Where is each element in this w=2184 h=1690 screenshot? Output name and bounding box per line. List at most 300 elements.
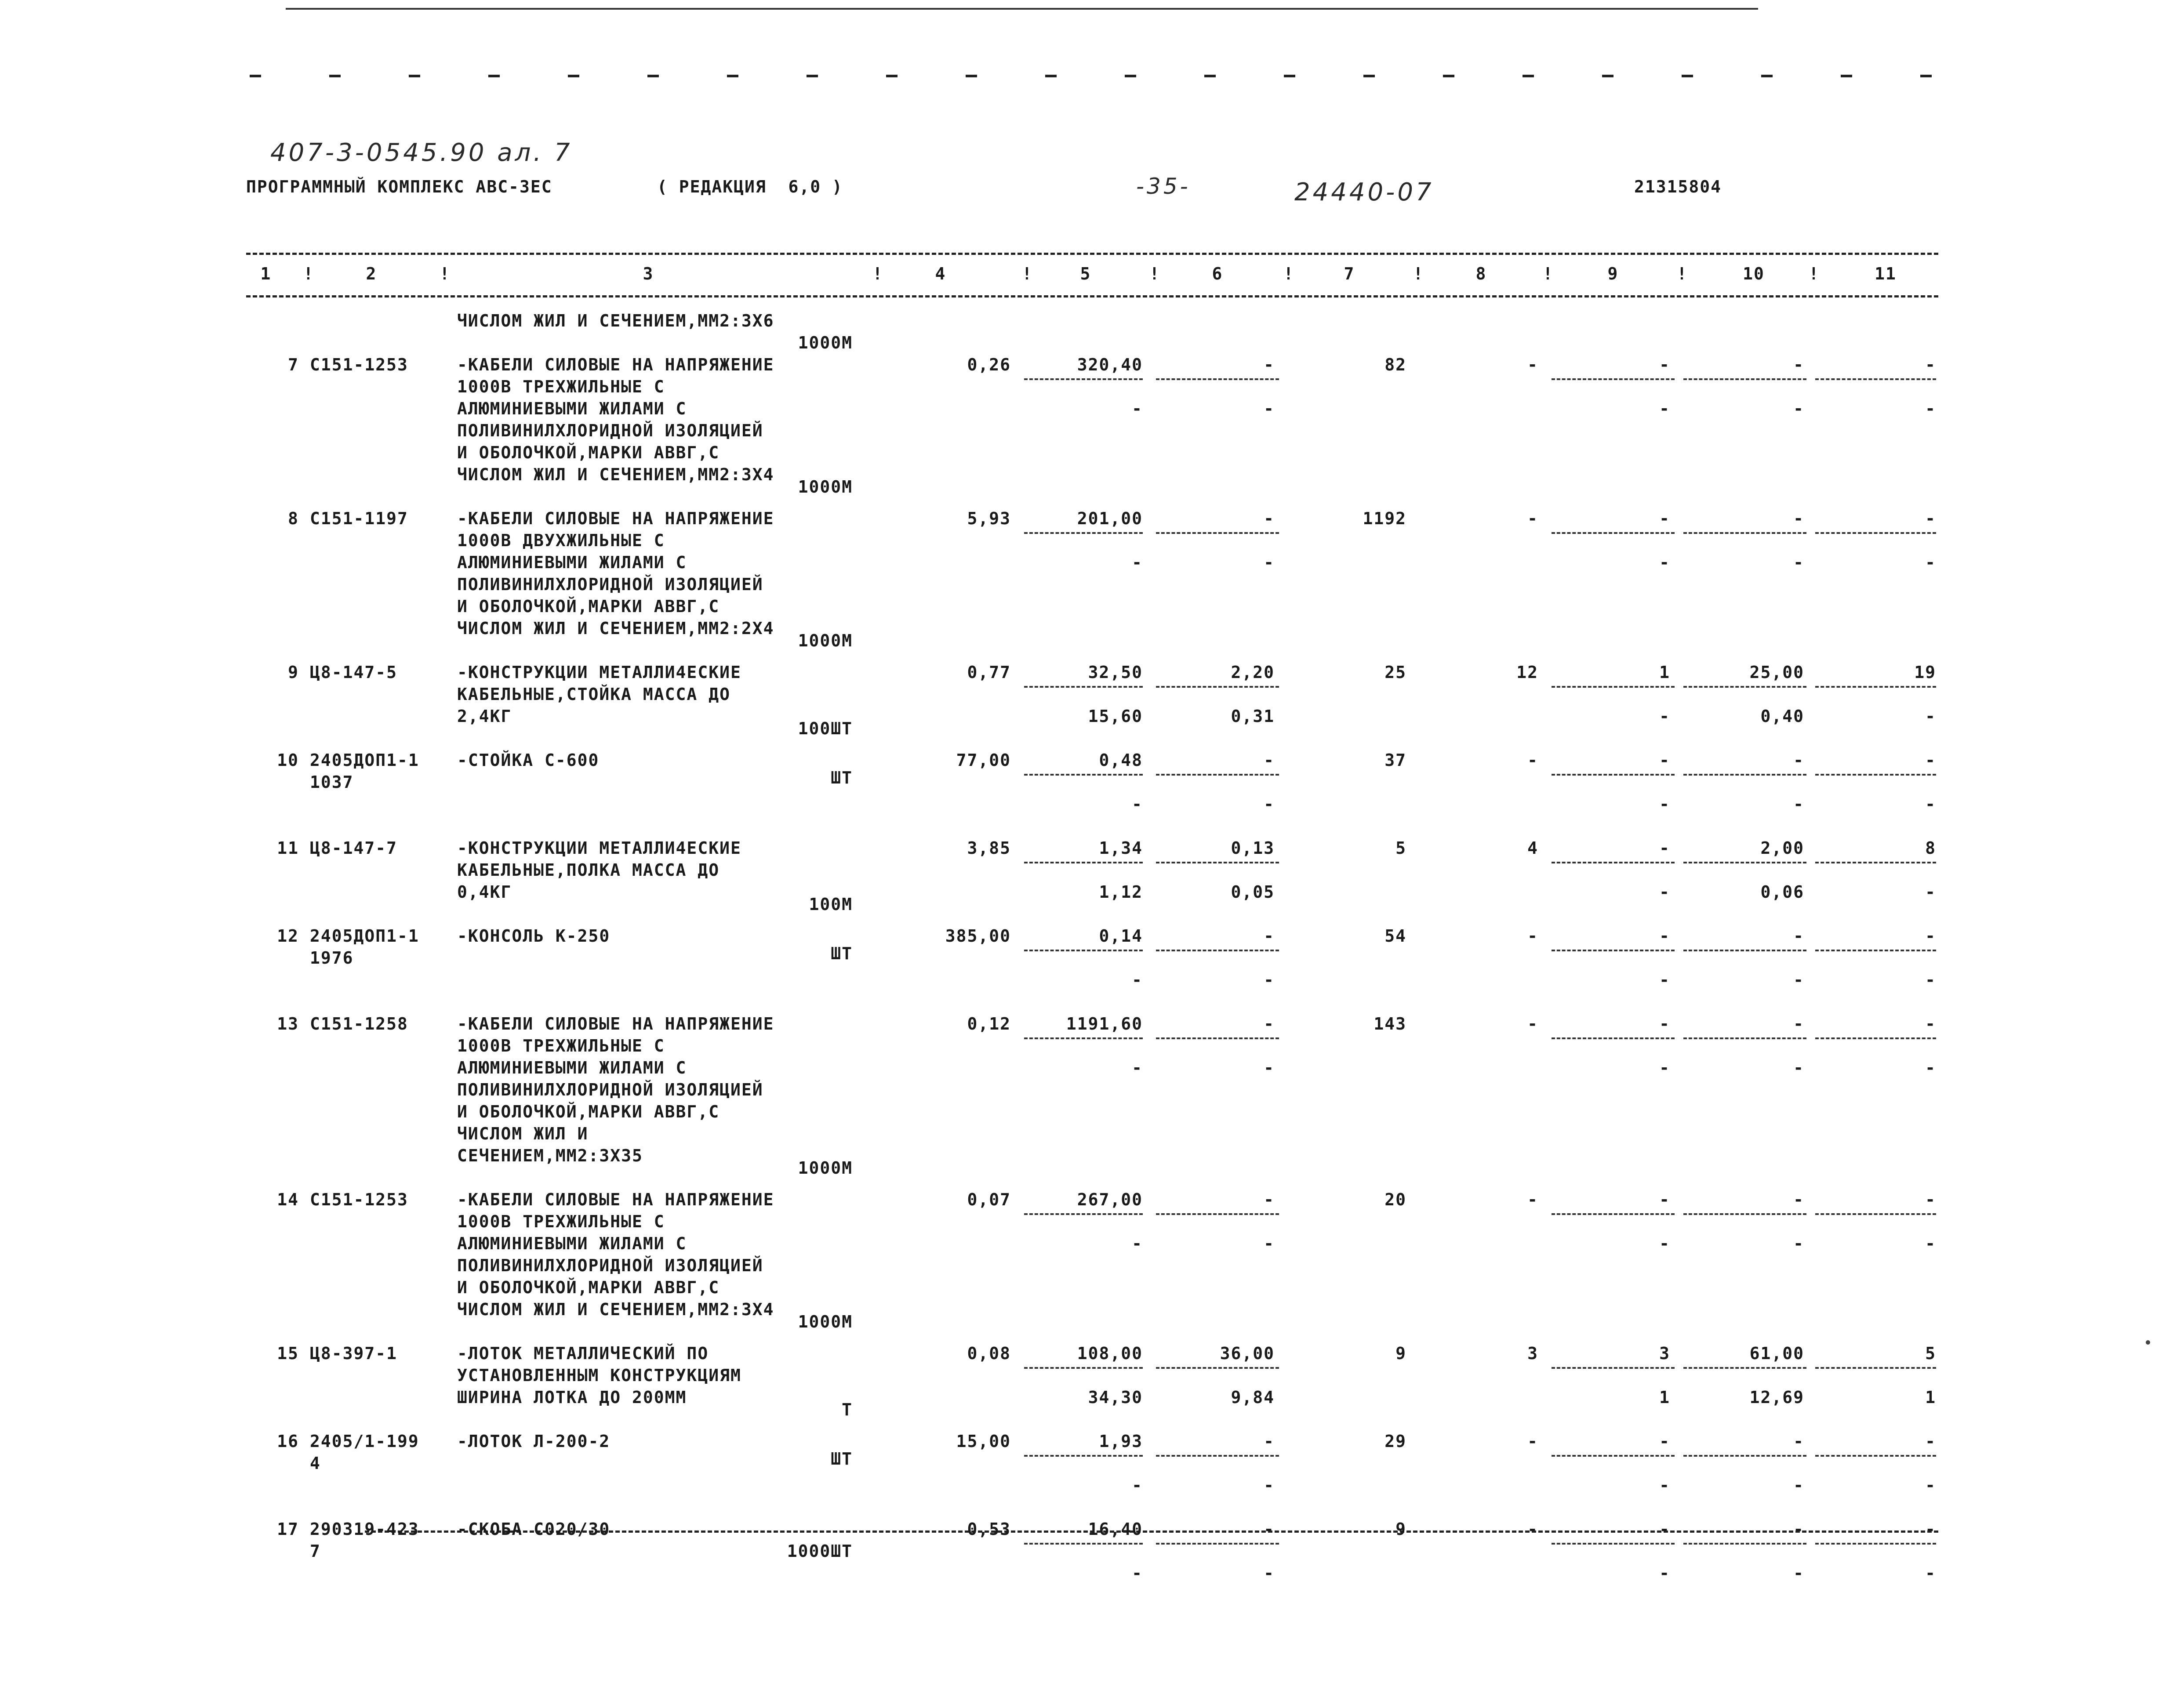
row-code: С151-1253 — [310, 355, 408, 374]
cell-divider-rule — [1815, 1037, 1936, 1039]
cell-col-5: 320,40 — [1077, 355, 1143, 374]
column-separator: ! — [1283, 264, 1294, 283]
cell-col-4: 0,53 — [967, 1520, 1011, 1539]
header-bottom-rule — [246, 295, 1938, 297]
cell-col-5: 1,93 — [1099, 1432, 1143, 1451]
cell-col-5-lower: - — [1132, 970, 1143, 990]
row-description-line: ЧИСЛОМ ЖИЛ И — [457, 1124, 589, 1143]
cell-col-9: - — [1659, 1190, 1670, 1209]
row-code: С151-1253 — [310, 1190, 408, 1209]
cell-col-10-lower: 0,06 — [1760, 882, 1804, 902]
row-code: Ц8-147-7 — [310, 838, 398, 858]
cell-col-6-lower: - — [1264, 1058, 1275, 1077]
cell-col-11-lower: - — [1925, 794, 1936, 814]
cell-col-4: 0,08 — [967, 1344, 1011, 1363]
column-separator: ! — [1413, 264, 1424, 283]
column-header-8: 8 — [1475, 264, 1487, 283]
top-dash-mark — [1841, 75, 1852, 77]
cell-divider-rule — [1683, 378, 1806, 380]
handwritten-doc-number: 24440-07 — [1294, 178, 1434, 207]
cell-divider-rule — [1156, 862, 1279, 863]
cell-col-10-lower: - — [1793, 970, 1804, 990]
row-description-line: ПОЛИВИНИЛХЛОРИДНОЙ ИЗОЛЯЦИЕЙ — [457, 1080, 763, 1099]
cell-col-9-lower: - — [1659, 1058, 1670, 1077]
cell-divider-rule — [1552, 1367, 1675, 1369]
row-description-line: ШИРИНА ЛОТКА ДО 200ММ — [457, 1388, 687, 1407]
cell-col-5-lower: 15,60 — [1088, 707, 1143, 726]
cell-col-9: - — [1659, 1014, 1670, 1034]
cell-col-7: 9 — [1395, 1344, 1406, 1363]
cell-col-11-lower: - — [1925, 399, 1936, 418]
cell-col-10-lower: - — [1793, 1234, 1804, 1253]
row-code: 1976 — [310, 948, 354, 968]
cell-divider-rule — [1815, 774, 1936, 776]
row-unit: 100М — [809, 895, 853, 914]
row-description-line: -КОНСТРУКЦИИ МЕТАЛЛИ4ЕСКИЕ — [457, 663, 741, 682]
row-description-line: КАБЕЛЬНЫЕ,СТОЙКА МАССА ДО — [457, 685, 730, 704]
cell-col-4: 15,00 — [956, 1432, 1011, 1451]
row-description-line: СЕЧЕНИЕМ,ММ2:3Х35 — [457, 1146, 643, 1165]
cell-col-6: - — [1264, 751, 1275, 770]
program-edition: ( РЕДАКЦИЯ 6,0 ) — [657, 177, 843, 196]
cell-col-9: - — [1659, 1520, 1670, 1539]
row-description-line: УСТАНОВЛЕННЫМ КОНСТРУКЦИЯМ — [457, 1366, 741, 1385]
cell-col-11: - — [1925, 1520, 1936, 1539]
cell-col-7: 9 — [1395, 1520, 1406, 1539]
top-dash-mark — [1204, 75, 1216, 77]
cell-col-11: - — [1925, 751, 1936, 770]
cell-col-11-lower: - — [1925, 1058, 1936, 1077]
cell-col-8: - — [1527, 926, 1538, 946]
cell-divider-rule — [1815, 1455, 1936, 1457]
cell-col-9-lower: - — [1659, 1476, 1670, 1495]
cell-divider-rule — [1552, 1543, 1675, 1545]
cell-col-6-lower: 9,84 — [1231, 1388, 1275, 1407]
cell-col-10: - — [1793, 1190, 1804, 1209]
cell-col-8: - — [1527, 1432, 1538, 1451]
cell-col-6: - — [1264, 1014, 1275, 1034]
cell-divider-rule — [1815, 1367, 1936, 1369]
cell-divider-rule — [1156, 1543, 1279, 1545]
row-unit: 100ШТ — [798, 719, 853, 738]
cell-col-5: 267,00 — [1077, 1190, 1143, 1209]
column-header-5: 5 — [1080, 264, 1091, 283]
cell-col-7: 54 — [1385, 926, 1406, 946]
cell-col-5: 16,40 — [1088, 1520, 1143, 1539]
row-description-line: ПОЛИВИНИЛХЛОРИДНОЙ ИЗОЛЯЦИЕЙ — [457, 1256, 763, 1275]
cell-divider-rule — [1815, 862, 1936, 863]
cell-divider-rule — [1024, 1037, 1143, 1039]
cell-col-7: 5 — [1395, 838, 1406, 858]
cell-col-11: - — [1925, 926, 1936, 946]
cell-divider-rule — [1815, 532, 1936, 534]
row-code: 4 — [310, 1454, 321, 1473]
row-description-line: 2,4КГ — [457, 707, 512, 726]
program-code: 21315804 — [1634, 177, 1722, 196]
column-separator: ! — [1677, 264, 1688, 283]
cell-col-10: - — [1793, 1014, 1804, 1034]
cell-col-11-lower: - — [1925, 1234, 1936, 1253]
top-dash-mark — [727, 75, 738, 77]
cell-col-4: 3,85 — [967, 838, 1011, 858]
row-unit: ШТ — [831, 768, 853, 787]
cell-col-4: 5,93 — [967, 509, 1011, 528]
cell-col-5-lower: - — [1132, 1476, 1143, 1495]
column-header-4: 4 — [935, 264, 946, 283]
cell-divider-rule — [1683, 774, 1806, 776]
cell-divider-rule — [1683, 1455, 1806, 1457]
row-description-line: КАБЕЛЬНЫЕ,ПОЛКА МАССА ДО — [457, 860, 720, 880]
top-dash-mark — [329, 75, 341, 77]
cell-col-9-lower: 1 — [1659, 1388, 1670, 1407]
row-description-line: -ЛОТОК МЕТАЛЛИЧЕСКИЙ ПО — [457, 1344, 709, 1363]
cell-col-11: 5 — [1925, 1344, 1936, 1363]
cell-col-5: 1191,60 — [1066, 1014, 1143, 1034]
row-code: 2405ДОП1-1 — [310, 926, 419, 946]
cell-divider-rule — [1552, 950, 1675, 951]
cell-col-6-lower: - — [1264, 970, 1275, 990]
column-header-3: 3 — [643, 264, 654, 283]
row-description-line: И ОБОЛОЧКОЙ,МАРКИ АВВГ,С — [457, 443, 720, 462]
cell-col-7: 20 — [1385, 1190, 1406, 1209]
row-number: 16 — [277, 1432, 299, 1451]
cell-col-10: - — [1793, 751, 1804, 770]
cell-divider-rule — [1156, 686, 1279, 688]
cell-col-7: 143 — [1374, 1014, 1406, 1034]
cell-divider-rule — [1156, 1367, 1279, 1369]
cell-col-4: 385,00 — [945, 926, 1011, 946]
column-separator: ! — [303, 264, 314, 283]
row-code: Ц8-147-5 — [310, 663, 398, 682]
cell-col-7: 25 — [1385, 663, 1406, 682]
row-code: С151-1197 — [310, 509, 408, 528]
row-unit: 1000М — [798, 1312, 853, 1331]
top-dash-mark — [1045, 75, 1057, 77]
top-dash-mark — [1523, 75, 1534, 77]
cell-col-11: - — [1925, 1014, 1936, 1034]
cell-col-10: - — [1793, 509, 1804, 528]
row-unit: ШТ — [831, 1449, 853, 1469]
row-unit: 1000ШТ — [787, 1541, 853, 1561]
cell-col-9: - — [1659, 838, 1670, 858]
column-header-2: 2 — [366, 264, 377, 283]
row-code: 290319-423 — [310, 1520, 419, 1539]
cell-col-4: 0,07 — [967, 1190, 1011, 1209]
top-dash-mark — [250, 75, 261, 77]
cell-col-9-lower: - — [1659, 1234, 1670, 1253]
row-description-line: 1000В ДВУХЖИЛЬНЫЕ С — [457, 531, 665, 550]
top-dash-mark — [1443, 75, 1454, 77]
cell-col-10-lower: - — [1793, 1476, 1804, 1495]
cell-divider-rule — [1024, 532, 1143, 534]
row-description-line: И ОБОЛОЧКОЙ,МАРКИ АВВГ,С — [457, 1102, 720, 1121]
header-top-rule — [246, 253, 1938, 255]
cell-col-9-lower: - — [1659, 399, 1670, 418]
cell-col-5-lower: - — [1132, 399, 1143, 418]
cell-col-6: - — [1264, 1520, 1275, 1539]
cell-col-10: 61,00 — [1749, 1344, 1804, 1363]
cell-divider-rule — [1024, 1455, 1143, 1457]
cell-col-9: - — [1659, 751, 1670, 770]
cell-col-9: - — [1659, 355, 1670, 374]
row-description-line: ЧИСЛОМ ЖИЛ И СЕЧЕНИЕМ,ММ2:3Х6 — [457, 311, 774, 330]
cell-divider-rule — [1552, 1213, 1675, 1215]
program-title: ПРОГРАММНЫЙ КОМПЛЕКС АВС-3ЕС — [246, 177, 552, 196]
row-description-line: 0,4КГ — [457, 882, 512, 902]
column-separator: ! — [1809, 264, 1820, 283]
row-number: 12 — [277, 926, 299, 946]
cell-col-8: - — [1527, 751, 1538, 770]
row-description-line: -ЛОТОК Л-200-2 — [457, 1432, 611, 1451]
cell-col-9: 1 — [1659, 663, 1670, 682]
top-dash-mark — [1920, 75, 1932, 77]
cell-col-11-lower: - — [1925, 970, 1936, 990]
column-header-7: 7 — [1344, 264, 1355, 283]
row-unit: 1000М — [798, 333, 853, 352]
cell-col-4: 77,00 — [956, 751, 1011, 770]
cell-divider-rule — [1024, 1367, 1143, 1369]
row-number: 10 — [277, 751, 299, 770]
cell-col-5: 0,48 — [1099, 751, 1143, 770]
cell-col-6: - — [1264, 926, 1275, 946]
cell-col-11: - — [1925, 1190, 1936, 1209]
row-description-line: -КАБЕЛИ СИЛОВЫЕ НА НАПРЯЖЕНИЕ — [457, 1014, 774, 1034]
cell-col-5-lower: - — [1132, 553, 1143, 572]
cell-col-9-lower: - — [1659, 707, 1670, 726]
cell-col-6-lower: - — [1264, 794, 1275, 814]
cell-col-11: - — [1925, 355, 1936, 374]
cell-col-8: 4 — [1527, 838, 1538, 858]
row-description-line: И ОБОЛОЧКОЙ,МАРКИ АВВГ,С — [457, 1278, 720, 1297]
cell-divider-rule — [1156, 1037, 1279, 1039]
cell-col-5: 201,00 — [1077, 509, 1143, 528]
row-number: 11 — [277, 838, 299, 858]
cell-divider-rule — [1815, 950, 1936, 951]
cell-col-9-lower: - — [1659, 1563, 1670, 1583]
cell-divider-rule — [1683, 1367, 1806, 1369]
top-dash-mark — [1284, 75, 1295, 77]
top-dash-mark — [1602, 75, 1613, 77]
cell-divider-rule — [1815, 378, 1936, 380]
cell-col-4: 0,12 — [967, 1014, 1011, 1034]
cell-col-7: 29 — [1385, 1432, 1406, 1451]
row-unit: 1000М — [798, 1158, 853, 1178]
cell-col-5-lower: - — [1132, 1563, 1143, 1583]
row-description-line: -КАБЕЛИ СИЛОВЫЕ НА НАПРЯЖЕНИЕ — [457, 355, 774, 374]
cell-col-6: 0,13 — [1231, 838, 1275, 858]
cell-col-5: 108,00 — [1077, 1344, 1143, 1363]
row-description-line: И ОБОЛОЧКОЙ,МАРКИ АВВГ,С — [457, 597, 720, 616]
cell-divider-rule — [1683, 1037, 1806, 1039]
cell-col-11-lower: - — [1925, 553, 1936, 572]
handwritten-doc-code: 407-3-0545.90 ал. 7 — [270, 138, 573, 167]
column-separator: ! — [1022, 264, 1033, 283]
column-header-6: 6 — [1212, 264, 1223, 283]
column-separator: ! — [1149, 264, 1160, 283]
cell-col-10: - — [1793, 1432, 1804, 1451]
cell-divider-rule — [1156, 774, 1279, 776]
cell-col-10: - — [1793, 1520, 1804, 1539]
cell-divider-rule — [1683, 1543, 1806, 1545]
top-dash-mark — [488, 75, 500, 77]
cell-col-10-lower: - — [1793, 1563, 1804, 1583]
top-dash-mark — [1363, 75, 1375, 77]
cell-col-9-lower: - — [1659, 970, 1670, 990]
cell-col-9-lower: - — [1659, 553, 1670, 572]
cell-col-11: 8 — [1925, 838, 1936, 858]
cell-divider-rule — [1024, 862, 1143, 863]
cell-divider-rule — [1815, 686, 1936, 688]
cell-divider-rule — [1552, 532, 1675, 534]
cell-col-10-lower: 12,69 — [1749, 1388, 1804, 1407]
cell-col-10: - — [1793, 355, 1804, 374]
cell-col-5-lower: 34,30 — [1088, 1388, 1143, 1407]
cell-divider-rule — [1552, 862, 1675, 863]
row-description-line: ЧИСЛОМ ЖИЛ И СЕЧЕНИЕМ,ММ2:3Х4 — [457, 465, 774, 484]
row-unit: 1000М — [798, 477, 853, 497]
cell-col-11-lower: - — [1925, 1563, 1936, 1583]
row-description-line: -СКОБА С020/30 — [457, 1520, 611, 1539]
row-code: 1037 — [310, 772, 354, 792]
row-description-line: -КАБЕЛИ СИЛОВЫЕ НА НАПРЯЖЕНИЕ — [457, 1190, 774, 1209]
cell-col-6: - — [1264, 509, 1275, 528]
cell-col-10-lower: - — [1793, 399, 1804, 418]
cell-divider-rule — [1024, 950, 1143, 951]
row-number: 17 — [277, 1520, 299, 1539]
cell-col-11-lower: - — [1925, 882, 1936, 902]
cell-col-6-lower: - — [1264, 1563, 1275, 1583]
cell-col-4: 0,26 — [967, 355, 1011, 374]
top-dash-mark — [807, 75, 818, 77]
row-description-line: 1000В ТРЕХЖИЛЬНЫЕ С — [457, 1036, 665, 1055]
cell-divider-rule — [1156, 532, 1279, 534]
cell-col-6-lower: - — [1264, 553, 1275, 572]
cell-col-10-lower: 0,40 — [1760, 707, 1804, 726]
handwritten-sheet-number: -35- — [1136, 174, 1191, 199]
cell-divider-rule — [1683, 686, 1806, 688]
column-separator: ! — [440, 264, 451, 283]
cell-col-11-lower: 1 — [1925, 1388, 1936, 1407]
cell-col-11-lower: - — [1925, 707, 1936, 726]
row-unit: ШТ — [831, 944, 853, 963]
cell-col-11: 19 — [1914, 663, 1936, 682]
cell-col-7: 82 — [1385, 355, 1406, 374]
row-number: 7 — [288, 355, 299, 374]
cell-divider-rule — [1683, 862, 1806, 863]
row-description-line: ПОЛИВИНИЛХЛОРИДНОЙ ИЗОЛЯЦИЕЙ — [457, 421, 763, 440]
cell-col-6-lower: - — [1264, 1476, 1275, 1495]
top-dash-mark — [647, 75, 659, 77]
row-description-line: 1000В ТРЕХЖИЛЬНЫЕ С — [457, 1212, 665, 1231]
top-dash-mark — [409, 75, 420, 77]
cell-divider-rule — [1552, 378, 1675, 380]
cell-col-10-lower: - — [1793, 1058, 1804, 1077]
cell-divider-rule — [1552, 1037, 1675, 1039]
cell-divider-rule — [1024, 1543, 1143, 1545]
cell-divider-rule — [1156, 1455, 1279, 1457]
cell-col-4: 0,77 — [967, 663, 1011, 682]
cell-col-9-lower: - — [1659, 882, 1670, 902]
column-separator: ! — [1543, 264, 1554, 283]
top-dash-mark — [1682, 75, 1693, 77]
cell-divider-rule — [1683, 532, 1806, 534]
cell-col-10: 2,00 — [1760, 838, 1804, 858]
column-header-1: 1 — [260, 264, 272, 283]
cell-col-9: - — [1659, 926, 1670, 946]
column-header-11: 11 — [1875, 264, 1897, 283]
cell-divider-rule — [1815, 1543, 1936, 1545]
cell-col-8: 12 — [1516, 663, 1538, 682]
cell-col-11-lower: - — [1925, 1476, 1936, 1495]
row-number: 13 — [277, 1014, 299, 1034]
row-description-line: АЛЮМИНИЕВЫМИ ЖИЛАМИ С — [457, 1058, 687, 1077]
row-description-line: АЛЮМИНИЕВЫМИ ЖИЛАМИ С — [457, 553, 687, 572]
row-description-line: ЧИСЛОМ ЖИЛ И СЕЧЕНИЕМ,ММ2:3Х4 — [457, 1300, 774, 1319]
cell-col-5: 0,14 — [1099, 926, 1143, 946]
cell-col-8: - — [1527, 355, 1538, 374]
cell-divider-rule — [1156, 1213, 1279, 1215]
cell-col-8: - — [1527, 1014, 1538, 1034]
row-description-line: ПОЛИВИНИЛХЛОРИДНОЙ ИЗОЛЯЦИЕЙ — [457, 575, 763, 594]
column-header-9: 9 — [1607, 264, 1619, 283]
row-code: С151-1258 — [310, 1014, 408, 1034]
cell-col-7: 1192 — [1363, 509, 1406, 528]
top-dash-mark — [886, 75, 898, 77]
scan-speck — [2146, 1340, 2150, 1345]
row-number: 15 — [277, 1344, 299, 1363]
cell-col-9-lower: - — [1659, 794, 1670, 814]
cell-col-5: 1,34 — [1099, 838, 1143, 858]
cell-divider-rule — [1552, 774, 1675, 776]
cell-col-5-lower: - — [1132, 1058, 1143, 1077]
row-code: 2405ДОП1-1 — [310, 751, 419, 770]
cell-divider-rule — [1683, 1213, 1806, 1215]
row-description-line: 1000В ТРЕХЖИЛЬНЫЕ С — [457, 377, 665, 396]
cell-col-6: - — [1264, 1190, 1275, 1209]
row-number: 8 — [288, 509, 299, 528]
cell-col-8: - — [1527, 509, 1538, 528]
cell-col-6-lower: 0,31 — [1231, 707, 1275, 726]
cell-col-6-lower: 0,05 — [1231, 882, 1275, 902]
cell-divider-rule — [1024, 378, 1143, 380]
cell-divider-rule — [1024, 1213, 1143, 1215]
cell-divider-rule — [1156, 950, 1279, 951]
row-unit: Т — [842, 1400, 853, 1419]
cell-col-11: - — [1925, 1432, 1936, 1451]
cell-divider-rule — [1683, 950, 1806, 951]
cell-col-9: - — [1659, 509, 1670, 528]
column-separator: ! — [872, 264, 883, 283]
row-description-line: АЛЮМИНИЕВЫМИ ЖИЛАМИ С — [457, 399, 687, 418]
row-description-line: ЧИСЛОМ ЖИЛ И СЕЧЕНИЕМ,ММ2:2Х4 — [457, 619, 774, 638]
cell-col-5-lower: - — [1132, 794, 1143, 814]
cell-col-9: - — [1659, 1432, 1670, 1451]
top-dash-mark — [568, 75, 579, 77]
cell-col-5-lower: 1,12 — [1099, 882, 1143, 902]
cell-col-6-lower: - — [1264, 399, 1275, 418]
row-number: 14 — [277, 1190, 299, 1209]
top-dash-mark — [1761, 75, 1773, 77]
cell-col-9: 3 — [1659, 1344, 1670, 1363]
cell-divider-rule — [1552, 1455, 1675, 1457]
row-number: 9 — [288, 663, 299, 682]
cell-col-6: 36,00 — [1220, 1344, 1275, 1363]
cell-col-8: - — [1527, 1520, 1538, 1539]
cell-divider-rule — [1156, 378, 1279, 380]
cell-col-6: - — [1264, 1432, 1275, 1451]
top-dash-mark — [1125, 75, 1136, 77]
row-description-line: -СТОЙКА С-600 — [457, 751, 600, 770]
